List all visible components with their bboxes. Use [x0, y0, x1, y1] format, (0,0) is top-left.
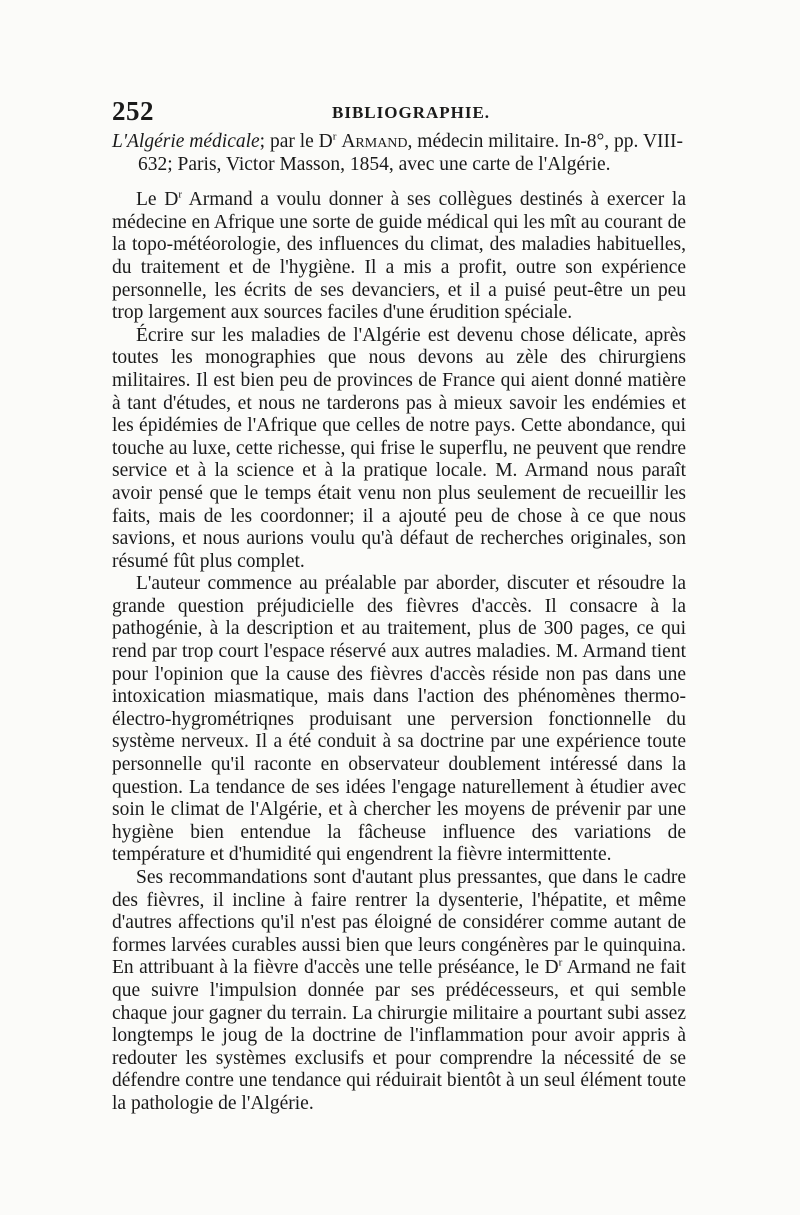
article-body [112, 131, 686, 1116]
paragraph-1-superscript: r [178, 188, 183, 201]
author-name: Armand [341, 131, 408, 152]
paragraph-4-rest: Armand ne fait que suivre l'impulsion donnée par ses prédécesseurs, et qui semble chaque jour gagner du terrain. La chirurgie militaire a pourtant subi assez longtemps le joug de la doctrine de l'inflammation pour avoir appris à redouter les systèmes exclusifs et pour comprendre la nécessité de se défendre contre une tendance qui réduirait bientôt à un seul élément toute la pathologie de l'Algérie. [112, 957, 686, 1114]
reference-details-2: 632; Paris, Victor Masson, 1854, avec une carte de l'Algérie. [138, 153, 611, 175]
page-header [112, 96, 686, 132]
paragraph-4-superscript: r [558, 956, 563, 969]
paragraph-4 [112, 867, 686, 1116]
paragraph-3: L'auteur commence au préalable par aborder, discuter et résoudre la grande question préjudicielle des fièvres d'accès. Il consacre à la pathogénie, à la description et au traitement, plus de 300 pages, ce qui rend par trop court l'espace réservé aux autres maladies. M. Armand tient pour l'opinion que la cause des fièvres d'accès réside non pas dans une intoxication miasmatique, mais dans l'action des phénomènes thermo-électro-hygrométriqnes produisant une perversion fonctionnelle du système nerveux. Il a été conduit à sa doctrine par une expérience toute personnelle qu'il raconte en observateur doublement intéressé dans la question. La tendance de ses idées l'engage naturellement à étudier avec soin le climat de l'Algérie, et à chercher les moyens de prévenir par une hygiène bien entendue la fâcheuse influence des variations de température et d'humidité qui engendrent la fièvre intermittente. [112, 573, 686, 866]
reference-details-1: , médecin militaire. In-8°, pp. VIII- [407, 131, 684, 152]
running-title: BIBLIOGRAPHIE. [332, 103, 491, 122]
paragraph-1 [112, 189, 686, 325]
page-number: 252 [112, 96, 154, 126]
paragraph-2: Écrire sur les maladies de l'Algérie est devenu chose délicate, après toutes les monographies que nous devons au zèle des chirurgiens militaires. Il est bien peu de provinces de France qui aient donné matière à tant d'études, et nous ne tarderons pas à mieux savoir les endémies et les épidémies de l'Afrique que celles de notre pays. Cette abondance, qui touche au luxe, cette richesse, qui frise le superflu, ne peuvent que rendre service et à la science et à la pratique locale. M. Armand nous paraît avoir pensé que le temps était venu non plus seulement de recueillir les faits, mais de les coordonner; il a ajouté peu de chose à ce que nous savions, et nous aurions voulu qu'à défaut de recherches originales, son résumé fût plus complet. [112, 324, 686, 572]
paragraph-4-start: Ses recommandations sont d'autant plus pressantes, que dans le cadre des fièvres, il incline à faire rentrer la dysenterie, l'hépatite, et même d'autres affections qu'il n'est pas éloigné de considérer comme autant de formes larvées curables aussi bien que leurs congénères par le quinquina. En attribuant à la fièvre d'accès une telle préséance, le D [112, 867, 686, 979]
paragraph-1-rest: Armand a voulu donner à ses collègues destinés à exercer la médecine en Afrique une sorte de guide médical qui les mît au courant de la topo-météorologie, des influences du climat, des maladies habituelles, du traitement et de l'hygiène. Il a mis a profit, outre son expérience personnelle, les écrits de ses devanciers, et il a puisé peut-être un peu trop largement aux sources faciles d'une érudition spéciale. [112, 189, 686, 324]
paragraph-1-start: Le D [136, 189, 179, 211]
bibliographic-reference [112, 131, 686, 176]
reference-prefix: ; par le D [259, 131, 333, 152]
book-title: L'Algérie médicale [112, 131, 260, 152]
reference-doctor-superscript: r [332, 130, 337, 143]
